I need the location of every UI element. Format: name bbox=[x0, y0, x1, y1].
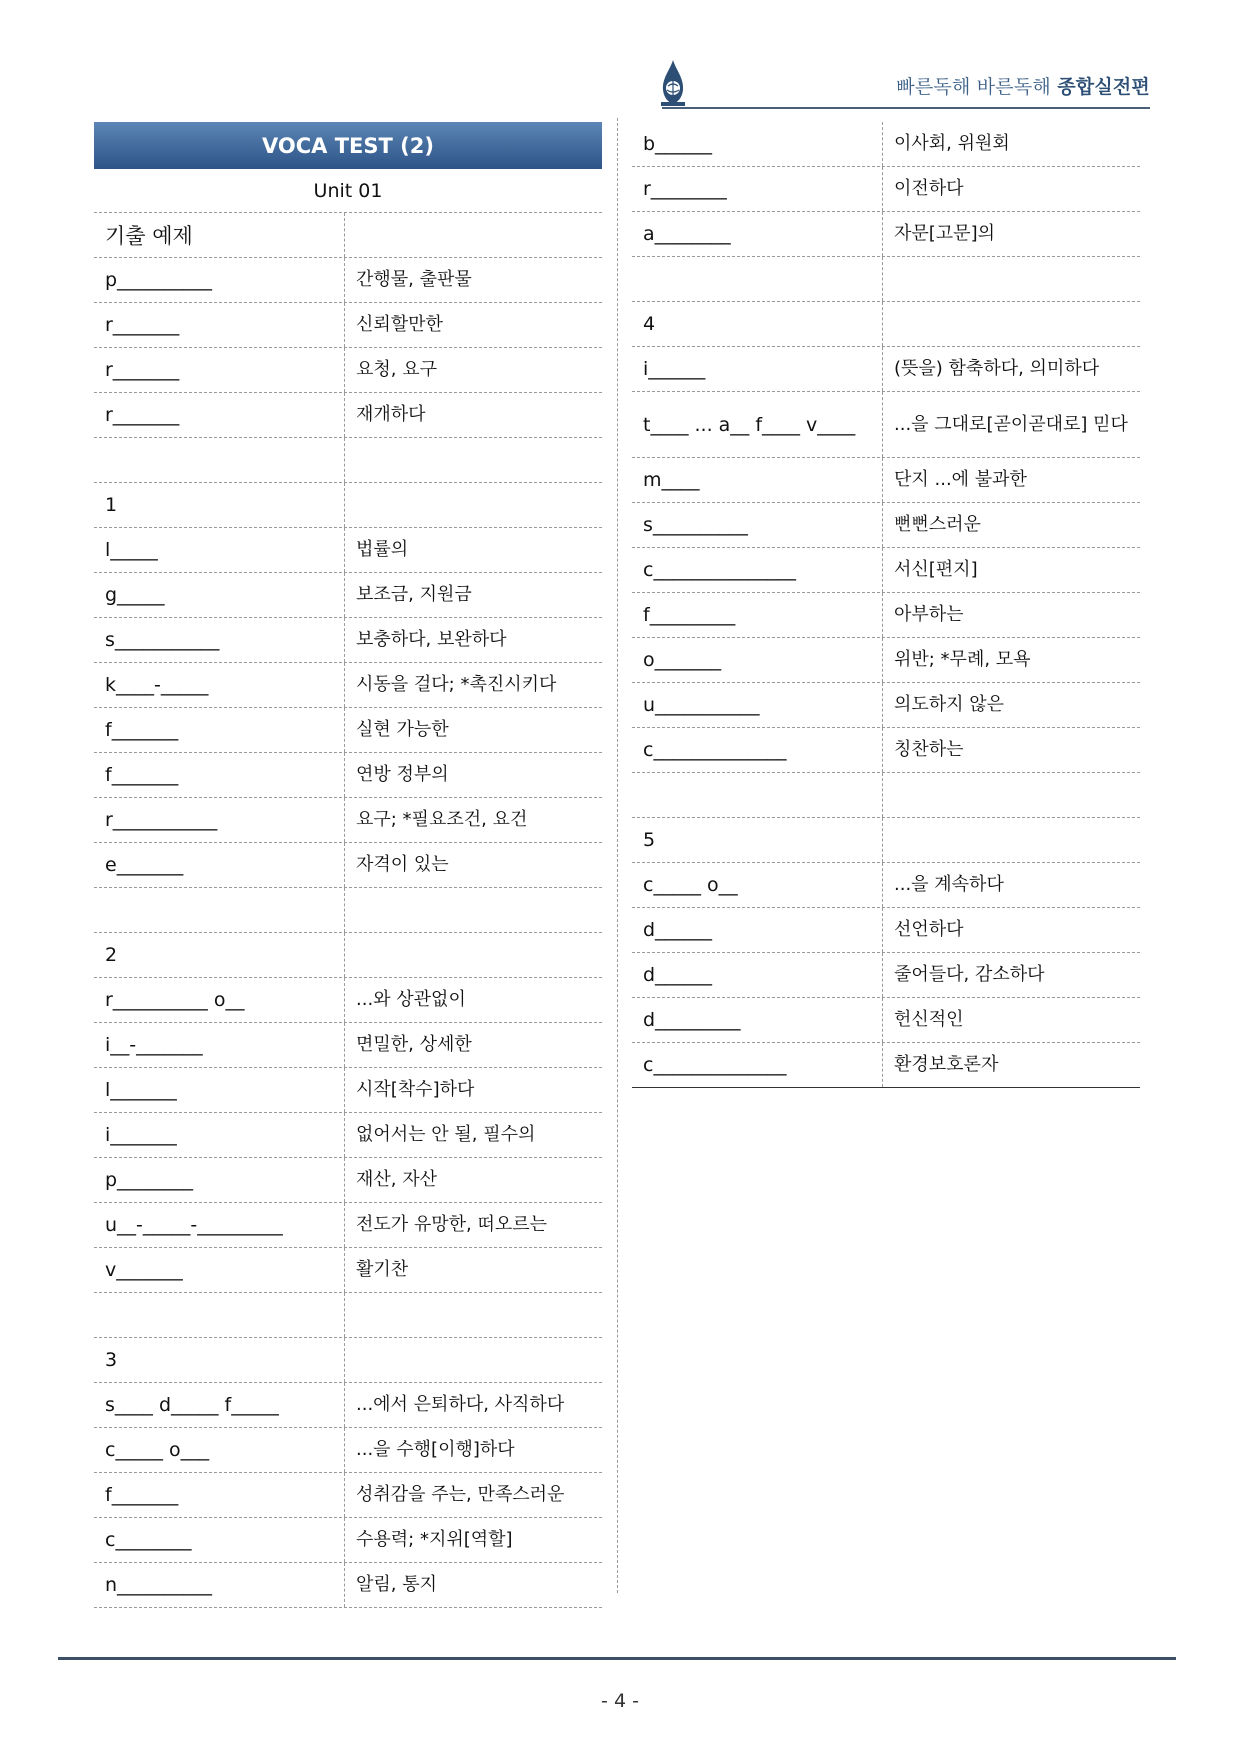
vocab-blank: b______ bbox=[632, 122, 883, 166]
vocab-meaning: 재산, 자산 bbox=[356, 1169, 437, 1190]
vocab-meaning: 활기찬 bbox=[356, 1259, 409, 1280]
vocab-blank: f_______ bbox=[94, 1473, 345, 1517]
vocab-meaning: 환경보호론자 bbox=[894, 1054, 999, 1075]
vocab-row bbox=[94, 1158, 602, 1203]
vocab-blank: p________ bbox=[94, 1158, 345, 1202]
right-column bbox=[632, 122, 1140, 1088]
vocab-meaning: 헌신적인 bbox=[894, 1009, 964, 1030]
vocab-blank: f_______ bbox=[94, 753, 345, 797]
vocab-blank: s____ d_____ f_____ bbox=[94, 1383, 345, 1427]
vocab-blank: k____-_____ bbox=[94, 663, 345, 707]
vocab-blank: 기출 예제 bbox=[94, 213, 345, 257]
vocab-meaning: 칭찬하는 bbox=[894, 739, 964, 760]
vocab-blank: d______ bbox=[632, 953, 883, 997]
vocab-meaning: ...와 상관없이 bbox=[356, 989, 466, 1010]
vocab-blank: c______________ bbox=[632, 728, 883, 772]
vocab-row bbox=[94, 1518, 602, 1563]
vocab-blank: 2 bbox=[94, 933, 345, 977]
vocab-row bbox=[94, 618, 602, 663]
vocab-row bbox=[632, 122, 1140, 167]
vocab-meaning: 요구; *필요조건, 요건 bbox=[356, 809, 528, 830]
vocab-blank: r_______ bbox=[94, 393, 345, 437]
vocab-blank: o_______ bbox=[632, 638, 883, 682]
vocab-row bbox=[632, 392, 1140, 458]
footer-divider bbox=[58, 1657, 1176, 1660]
vocab-blank: i_______ bbox=[94, 1113, 345, 1157]
vocab-row bbox=[94, 753, 602, 798]
vocab-row bbox=[94, 438, 602, 483]
vocab-blank: m____ bbox=[632, 458, 883, 502]
page-header bbox=[640, 58, 1150, 110]
vocab-meaning: 신뢰할만한 bbox=[356, 314, 443, 335]
vocab-meaning: 뻔뻔스러운 bbox=[894, 514, 981, 535]
vocab-row bbox=[94, 573, 602, 618]
vocab-meaning bbox=[345, 213, 602, 257]
vocab-meaning: ...을 그대로[곧이곧대로] 믿다 bbox=[894, 413, 1128, 435]
vocab-blank: s___________ bbox=[94, 618, 345, 662]
vocab-meaning: 서신[편지] bbox=[894, 559, 978, 580]
vocab-meaning bbox=[345, 933, 602, 977]
vocab-blank: g_____ bbox=[94, 573, 345, 617]
vocab-row bbox=[94, 663, 602, 708]
vocab-meaning: 알림, 통지 bbox=[356, 1574, 437, 1595]
vocab-row bbox=[632, 212, 1140, 257]
vocab-blank: c_____ o___ bbox=[94, 1428, 345, 1472]
vocab-meaning: 위반; *무례, 모욕 bbox=[894, 649, 1031, 670]
book-title: 빠른독해 바른독해 종합실전편 bbox=[896, 76, 1150, 98]
vocab-meaning bbox=[883, 818, 1140, 862]
vocab-blank: l_______ bbox=[94, 1068, 345, 1112]
vocab-meaning: 면밀한, 상세한 bbox=[356, 1034, 472, 1055]
vocab-blank: t____ ... a__ f____ v____ bbox=[632, 392, 883, 457]
vocab-meaning: 수용력; *지위[역할] bbox=[356, 1529, 513, 1550]
vocab-blank: p__________ bbox=[94, 258, 345, 302]
vocab-meaning bbox=[345, 483, 602, 527]
vocab-row bbox=[632, 998, 1140, 1043]
vocab-row bbox=[94, 1563, 602, 1608]
vocab-meaning: 자문[고문]의 bbox=[894, 223, 995, 244]
vocab-blank: v_______ bbox=[94, 1248, 345, 1292]
vocab-meaning: (뜻을) 함축하다, 의미하다 bbox=[894, 358, 1100, 379]
vocab-blank bbox=[94, 888, 345, 932]
vocab-blank: n__________ bbox=[94, 1563, 345, 1607]
vocab-blank: f_______ bbox=[94, 708, 345, 752]
vocab-row bbox=[632, 773, 1140, 818]
vocab-blank: i__-_______ bbox=[94, 1023, 345, 1067]
vocab-row bbox=[632, 458, 1140, 503]
vocab-row bbox=[94, 1023, 602, 1068]
vocab-row bbox=[94, 1338, 602, 1383]
vocab-row bbox=[94, 483, 602, 528]
vocab-blank: u__-_____-_________ bbox=[94, 1203, 345, 1247]
vocab-row bbox=[94, 978, 602, 1023]
vocab-row bbox=[632, 953, 1140, 998]
vocab-meaning: ...을 수행[이행]하다 bbox=[356, 1439, 515, 1460]
test-title: VOCA TEST (2) bbox=[94, 122, 602, 169]
vocab-meaning: 시작[착수]하다 bbox=[356, 1079, 475, 1100]
vocab-meaning: 시동을 걸다; *촉진시키다 bbox=[356, 674, 557, 695]
vocab-meaning: 줄어들다, 감소하다 bbox=[894, 964, 1045, 985]
vocab-row bbox=[94, 258, 602, 303]
left-vocab-table bbox=[94, 213, 602, 1608]
vocab-meaning bbox=[345, 888, 602, 932]
vocab-meaning: 전도가 유망한, 떠오르는 bbox=[356, 1214, 548, 1235]
vocab-meaning bbox=[345, 1293, 602, 1337]
vocab-blank: 4 bbox=[632, 302, 883, 346]
vocab-blank: 3 bbox=[94, 1338, 345, 1382]
vocab-row bbox=[632, 257, 1140, 302]
vocab-blank bbox=[632, 257, 883, 301]
vocab-row bbox=[94, 393, 602, 438]
vocab-blank: a________ bbox=[632, 212, 883, 256]
vocab-row bbox=[94, 798, 602, 843]
vocab-row bbox=[94, 1473, 602, 1518]
vocab-blank bbox=[94, 438, 345, 482]
vocab-meaning: 이사회, 위원회 bbox=[894, 133, 1010, 154]
unit-label: Unit 01 bbox=[94, 169, 602, 213]
vocab-row bbox=[632, 638, 1140, 683]
left-column bbox=[94, 122, 602, 1608]
vocab-blank: 1 bbox=[94, 483, 345, 527]
vocab-meaning: 법률의 bbox=[356, 539, 409, 560]
right-vocab-table bbox=[632, 122, 1140, 1088]
vocab-meaning bbox=[345, 438, 602, 482]
vocab-row bbox=[94, 933, 602, 978]
vocab-row bbox=[94, 528, 602, 573]
vocab-row bbox=[94, 1248, 602, 1293]
vocab-meaning: 성취감을 주는, 만족스러운 bbox=[356, 1484, 565, 1505]
vocab-row bbox=[94, 1428, 602, 1473]
vocab-meaning: 간행물, 출판물 bbox=[356, 269, 472, 290]
vocab-row bbox=[632, 347, 1140, 392]
vocab-blank: r_______ bbox=[94, 303, 345, 347]
vocab-blank: e_______ bbox=[94, 843, 345, 887]
vocab-row bbox=[94, 303, 602, 348]
vocab-blank: r________ bbox=[632, 167, 883, 211]
vocab-blank: c_______________ bbox=[632, 548, 883, 592]
vocab-meaning: 보충하다, 보완하다 bbox=[356, 629, 507, 650]
vocab-row bbox=[632, 683, 1140, 728]
vocab-meaning bbox=[345, 1338, 602, 1382]
vocab-meaning: 요청, 요구 bbox=[356, 359, 437, 380]
vocab-row bbox=[632, 863, 1140, 908]
vocab-row bbox=[632, 302, 1140, 347]
vocab-row bbox=[632, 908, 1140, 953]
vocab-row bbox=[632, 503, 1140, 548]
vocab-row bbox=[94, 1068, 602, 1113]
vocab-row bbox=[632, 818, 1140, 863]
vocab-meaning: 선언하다 bbox=[894, 919, 964, 940]
vocab-blank: f_________ bbox=[632, 593, 883, 637]
vocab-row bbox=[94, 708, 602, 753]
vocab-blank: c______________ bbox=[632, 1043, 883, 1087]
vocab-row bbox=[94, 1113, 602, 1158]
vocab-blank: c________ bbox=[94, 1518, 345, 1562]
vocab-row bbox=[94, 1203, 602, 1248]
vocab-meaning: 없어서는 안 될, 필수의 bbox=[356, 1124, 536, 1145]
vocab-meaning: ...에서 은퇴하다, 사직하다 bbox=[356, 1394, 565, 1415]
vocab-blank: r___________ bbox=[94, 798, 345, 842]
vocab-blank: i______ bbox=[632, 347, 883, 391]
vocab-blank: 5 bbox=[632, 818, 883, 862]
vocab-meaning: 연방 정부의 bbox=[356, 764, 449, 785]
vocab-row bbox=[94, 1293, 602, 1338]
vocab-meaning: ...을 계속하다 bbox=[894, 874, 1004, 895]
column-divider bbox=[617, 118, 618, 1593]
vocab-row bbox=[94, 213, 602, 258]
vocab-meaning bbox=[883, 302, 1140, 346]
page-number: - 4 - bbox=[601, 1690, 639, 1712]
vocab-meaning: 재개하다 bbox=[356, 404, 426, 425]
vocab-meaning: 아부하는 bbox=[894, 604, 964, 625]
vocab-blank: c_____ o__ bbox=[632, 863, 883, 907]
vocab-blank: s__________ bbox=[632, 503, 883, 547]
vocab-row bbox=[94, 888, 602, 933]
vocab-blank: l_____ bbox=[94, 528, 345, 572]
vocab-meaning: 자격이 있는 bbox=[356, 854, 449, 875]
vocab-row bbox=[632, 548, 1140, 593]
vocab-meaning: 보조금, 지원금 bbox=[356, 584, 472, 605]
vocab-row bbox=[94, 843, 602, 888]
vocab-meaning: 단지 ...에 불과한 bbox=[894, 469, 1027, 490]
header-divider bbox=[662, 107, 1150, 109]
vocab-blank: u___________ bbox=[632, 683, 883, 727]
vocab-blank: d_________ bbox=[632, 998, 883, 1042]
vocab-meaning: 이전하다 bbox=[894, 178, 964, 199]
vocab-blank: r_______ bbox=[94, 348, 345, 392]
vocab-row bbox=[632, 167, 1140, 212]
vocab-row bbox=[94, 1383, 602, 1428]
vocab-blank bbox=[632, 773, 883, 817]
vocab-blank: d______ bbox=[632, 908, 883, 952]
vocab-meaning bbox=[883, 257, 1140, 301]
fountain-pen-globe-icon bbox=[658, 58, 688, 108]
vocab-row bbox=[632, 1043, 1140, 1088]
vocab-row bbox=[632, 593, 1140, 638]
vocab-blank: r__________ o__ bbox=[94, 978, 345, 1022]
vocab-meaning bbox=[883, 773, 1140, 817]
vocab-meaning: 의도하지 않은 bbox=[894, 694, 1005, 715]
vocab-meaning: 실현 가능한 bbox=[356, 719, 449, 740]
vocab-blank bbox=[94, 1293, 345, 1337]
vocab-row bbox=[632, 728, 1140, 773]
vocab-row bbox=[94, 348, 602, 393]
